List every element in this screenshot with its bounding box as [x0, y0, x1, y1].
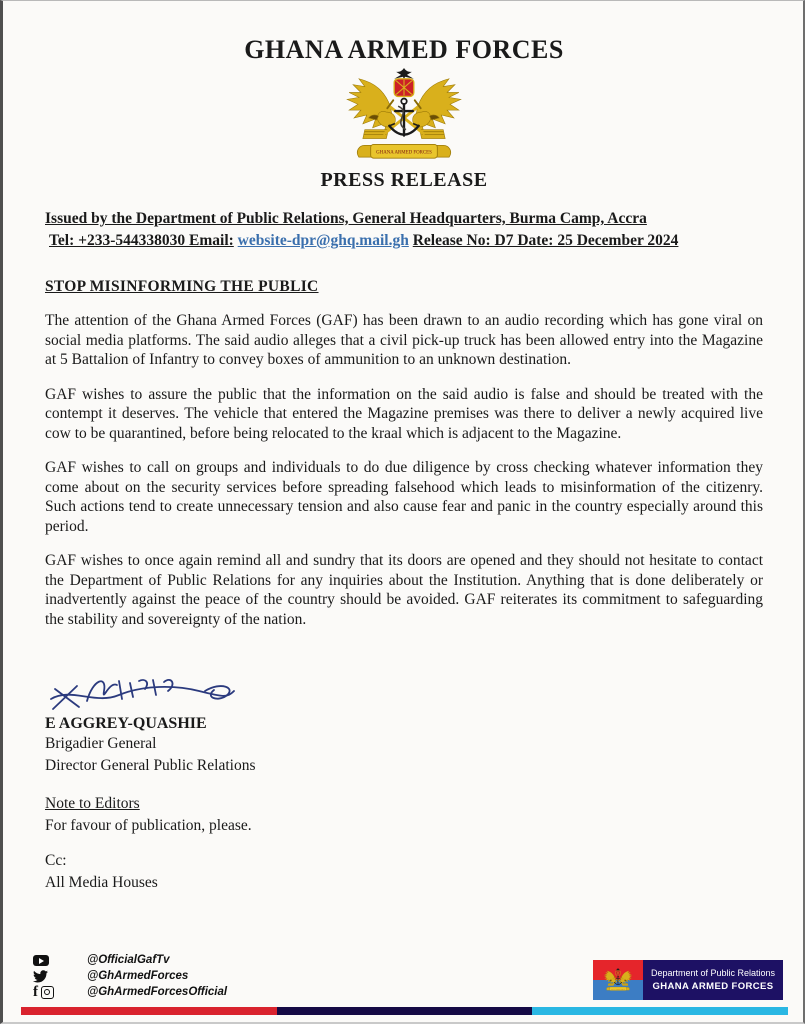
document-title: GHANA ARMED FORCES — [244, 35, 564, 64]
cc-value: All Media Houses — [45, 874, 158, 891]
social-row-facebook-instagram[interactable] — [33, 984, 227, 1000]
badge-gaf-line: GHANA ARMED FORCES — [652, 981, 774, 992]
signatory-rank: Brigadier General — [45, 735, 157, 752]
badge-crest-icon — [593, 960, 643, 1000]
email-link[interactable]: website-dpr@ghq.mail.gh — [237, 232, 409, 249]
stripe-cyan-segment — [532, 1007, 788, 1015]
gaf-crest-logo — [45, 67, 763, 165]
headline: STOP MISINFORMING THE PUBLIC — [45, 278, 319, 295]
footer-stripe — [21, 1007, 788, 1015]
note-text: For favour of publication, please. — [45, 817, 252, 834]
signatory-name: E AGGREY-QUASHIE — [45, 715, 207, 732]
badge-text — [643, 960, 783, 1000]
signature-block — [45, 669, 763, 777]
facebook-icon: f — [33, 983, 38, 1000]
note-to-editors — [45, 793, 763, 837]
note-heading: Note to Editors — [45, 795, 140, 812]
social-handles — [33, 952, 227, 1000]
social-row-youtube[interactable] — [33, 952, 227, 968]
cc-label: Cc: — [45, 852, 67, 869]
twitter-handle[interactable]: @GhArmedForces — [87, 970, 189, 982]
gaf-crest-icon — [334, 67, 474, 165]
stripe-red-segment — [21, 1007, 277, 1015]
paragraph-3: GAF wishes to call on groups and individuals to do due diligence by cross checking whatever information they come about on the security services before spreading falsehood which leads to misinformation of the citizenry. Such actions tend to create unnecessary tension and also cause fear and panic in the country especially around this period. — [45, 459, 763, 535]
issued-by-line: Issued by the Department of Public Relations, General Headquarters, Burma Camp, Accra — [45, 210, 647, 227]
youtube-handle[interactable]: @OfficialGafTv — [87, 954, 170, 966]
signatory-title: Director General Public Relations — [45, 757, 256, 774]
paragraph-4: GAF wishes to once again remind all and sundry that its doors are opened and they should not hesitate to contact the Department of Public Relations for any inquiries about the Institution. Anything that is done deliberately or inadvertently against the peace of the country should be avoided. GAF reiterates its commitment to safeguarding the stability and sovereignty of the nation. — [45, 552, 763, 628]
dpr-badge — [593, 960, 783, 1000]
tel-email-label: Tel: +233-544338030 Email: — [49, 232, 234, 249]
paragraph-1: The attention of the Ghana Armed Forces (GAF) has been drawn to an audio recording which has gone viral on social media platforms. The said audio alleges that a civil pick-up truck has been allowed entry into the Magazine at 5 Battalion of Infantry to convey boxes of ammunition to an unknown destination. — [45, 312, 763, 368]
issued-by-block — [45, 208, 763, 252]
release-info: Release No: D7 Date: 25 December 2024 — [412, 232, 679, 249]
facebook-instagram-handle[interactable]: @GhArmedForcesOfficial — [87, 986, 228, 998]
cc-block — [45, 850, 763, 894]
stripe-navy-segment — [277, 1007, 533, 1015]
instagram-icon — [41, 986, 54, 999]
signature-icon — [47, 669, 242, 713]
social-row-twitter[interactable] — [33, 968, 227, 984]
paragraph-2: GAF wishes to assure the public that the information on the said audio is false and should be treated with the contempt it deserves. The vehicle that entered the Magazine premises was there to deliver a newly acquired live cow to be quarantined, before being relocated to the kraal which is adjacent to the Magazine. — [45, 385, 763, 442]
footer — [3, 952, 803, 1022]
badge-department-line: Department of Public Relations — [650, 968, 776, 978]
youtube-icon — [33, 955, 49, 966]
twitter-icon — [33, 970, 48, 983]
press-release-heading: PRESS RELEASE — [320, 169, 488, 191]
